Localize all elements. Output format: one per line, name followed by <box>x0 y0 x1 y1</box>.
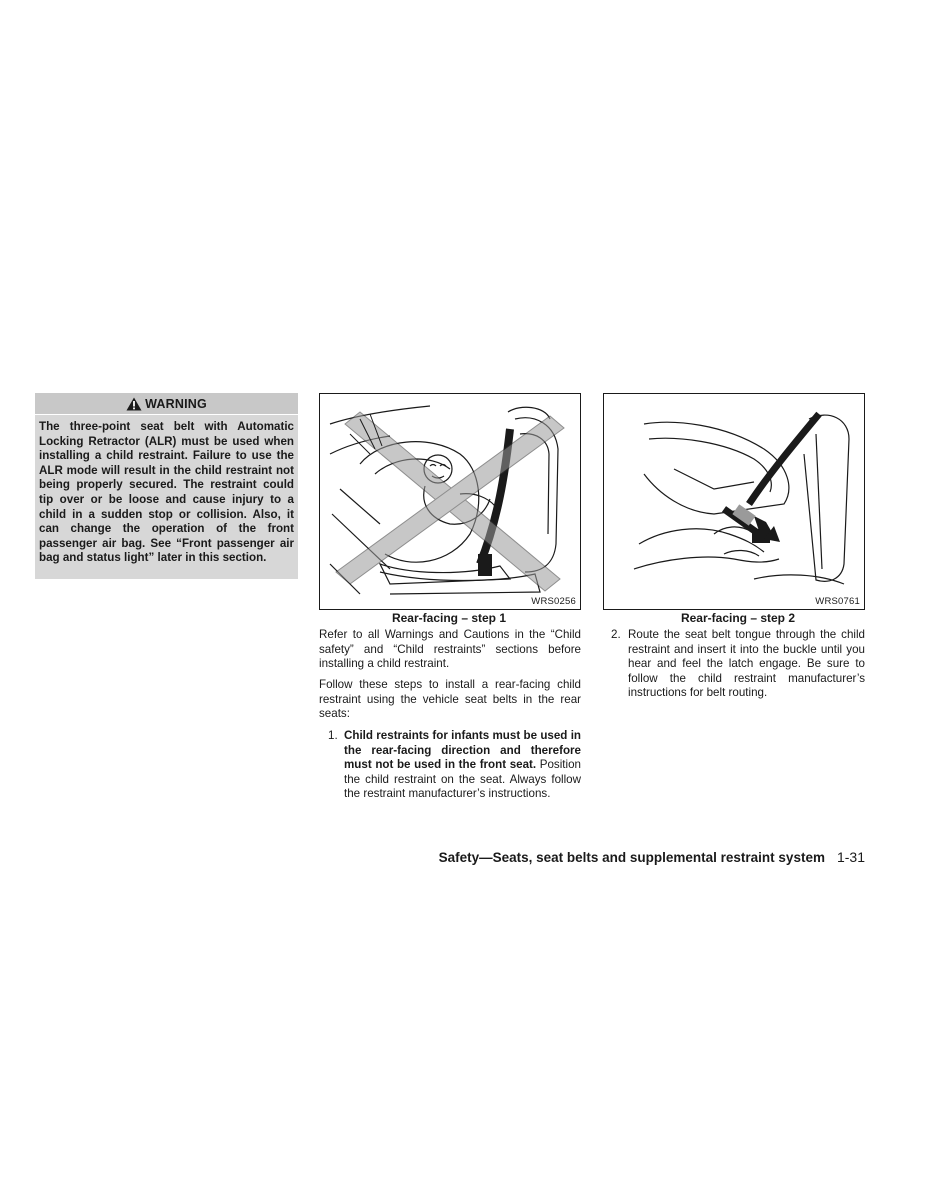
child-seat-illustration-crossed-out <box>320 394 580 609</box>
warning-triangle-icon <box>126 397 142 411</box>
warning-heading: WARNING <box>145 396 207 411</box>
steps-intro-paragraph: Follow these steps to install a rear-facing child restraint using the vehicle seat belts in the rear seats: <box>319 678 581 721</box>
intro-paragraph: Refer to all Warnings and Cautions in the “Child safety” and “Child restraints” sections before installing a child restraint. <box>319 628 581 671</box>
figure-caption: Rear-facing – step 2 <box>680 611 796 625</box>
step-1-bold: Child restraints for infants must be used in the rear-facing direction and therefore must not be used in the front seat. <box>344 729 581 772</box>
warning-text: The three-point seat belt with Automatic Locking Retractor (ALR) must be used when installing a child restraint. Failure to use the ALR mode will result in the child restraint not being properly secured. The restraint could tip over or be loose and cause injury to a child in a sudden stop or collision. Also, it can change the operation of the front passenger air bag. See “Front passenger air bag and status light” later in this section. <box>39 420 294 565</box>
figure-rear-facing-step1 <box>319 393 581 610</box>
step-2-text: Route the seat belt tongue through the child restraint and insert it into the buckle until you hear and feel the latch engage. Be sure to follow the child restraint manufacturer’s instructions for belt routing. <box>628 628 865 700</box>
warning-box <box>35 393 298 579</box>
step-number: 2. <box>611 628 621 641</box>
warning-header <box>35 393 298 415</box>
step-1-rest: Position the child restraint on the seat. Always follow the restraint manufacturer’s instructions. <box>344 758 582 801</box>
figure-caption: Rear-facing – step 1 <box>391 611 507 625</box>
step-1-text <box>344 729 581 802</box>
seat-belt-buckle-illustration <box>604 394 864 609</box>
page-footer <box>420 849 865 865</box>
figure-code: WRS0761 <box>815 596 860 607</box>
step-number: 1. <box>328 729 338 742</box>
figure-code: WRS0256 <box>531 596 576 607</box>
figure-rear-facing-step2 <box>603 393 865 610</box>
footer-section-title: Safety—Seats, seat belts and supplemental restraint system <box>438 850 825 865</box>
page-number: 1-31 <box>836 849 865 865</box>
